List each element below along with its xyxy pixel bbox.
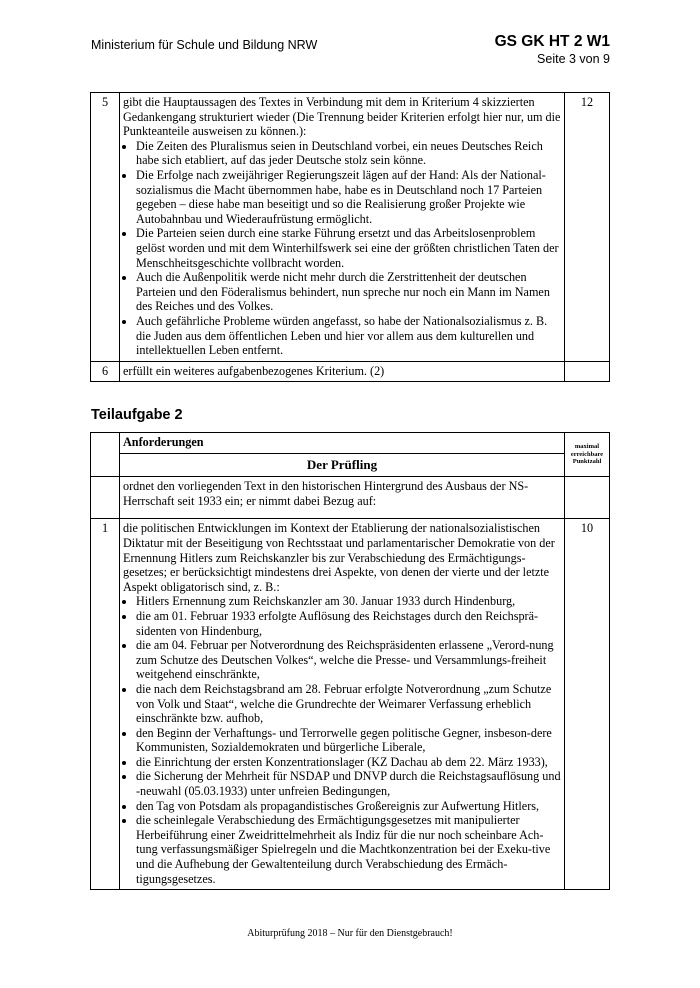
empty-cell	[91, 477, 120, 519]
list-item: • die scheinlegale Verabschiedung des Ermächtigungsgesetzes mit manipulierter Herbeiführung einer Zweidrittelmehrheit als Indiz für die nur noch scheinbare Ach-tung verfassungsmäßiger Spielregeln und die Machtkonzentration bei der Exeku-tive und die Aufhebung der Gewaltenteilung durch Verabschiedung des Ermäch-tigungsgesetzes.	[136, 813, 561, 886]
criterion-number: 6	[91, 361, 120, 382]
list-item: • die nach dem Reichstagsbrand am 28. Februar erfolgte Notverordnung „zum Schutze von Volk und Staat“, welche die Grundrechte der Weimarer Verfassung erheblich einschränkte bzw. aufhob,	[136, 682, 561, 726]
criterion-points	[565, 361, 610, 382]
list-item: • Auch gefährliche Probleme würden angefasst, so habe der Nationalsozialismus z. B. die Juden aus dem öffentlichen Leben und hier vor allem aus dem kulturellen und intellektuellen Leben entfernt.	[136, 314, 561, 358]
page-number: Seite 3 von 9	[537, 52, 610, 66]
max-points-header: maximal erreichbare Punktzahl	[565, 433, 610, 477]
exam-code: GS GK HT 2 W1	[494, 33, 610, 50]
list-item: • Die Parteien seien durch eine starke Führung ersetzt und das Arbeitslosenproblem gelöst worden und mit dem Winterhilfswerk sei eine der größten christlichen Taten der Menschheitsgeschichte vollbracht worden.	[136, 226, 561, 270]
criterion-bullets	[123, 139, 561, 358]
task-intro: ordnet den vorliegenden Text in den historischen Hintergrund des Ausbaus der NS-Herrschaft seit 1933 ein; er nimmt dabei Bezug auf:	[120, 477, 565, 519]
list-item: • Die Zeiten des Pluralismus seien in Deutschland vorbei, ein neues Deutsches Reich habe sich etabliert, auf das jeder Deutsche stolz sein könne.	[136, 139, 561, 168]
list-item: • Auch die Außenpolitik werde nicht mehr durch die Zerstrittenheit der deutschen Parteien und den Föderalismus behindert, nun spreche nur noch ein Mann im Namen des Reiches und des Volkes.	[136, 270, 561, 314]
criterion-points: 10	[565, 519, 610, 890]
criterion-text	[120, 93, 565, 362]
table-row	[91, 361, 610, 382]
requirements-header: Anforderungen	[120, 433, 565, 454]
table-header-row	[91, 433, 610, 454]
criterion-intro: gibt die Hauptaussagen des Textes in Verbindung mit dem in Kriterium 4 skizzierten Gedankengang strukturiert wieder (Die Trennung beider Kriterien erfolgt hier nur, um die Punkteanteile ausweisen zu können.):	[123, 95, 561, 139]
document-header	[495, 33, 610, 67]
page-footer: Abiturprüfung 2018 – Nur für den Dienstgebrauch!	[247, 928, 453, 939]
criteria-table-1	[90, 92, 610, 382]
list-item: • den Beginn der Verhaftungs- und Terrorwelle gegen politische Gegner, insbeson-dere Kommunisten, Sozialdemokraten und bürgerliche Liberale,	[136, 726, 561, 755]
empty-cell	[565, 477, 610, 519]
list-item: • Die Erfolge nach zweijähriger Regierungszeit lägen auf der Hand: Als der National-sozialismus die Macht übernommen habe, habe es in Deutschland noch 17 Parteien gegeben – diese habe man beseitigt und so die Realisierung großer Projekte wie Autobahnbau und Wiederaufrüstung ermöglicht.	[136, 168, 561, 226]
criterion-text	[120, 519, 565, 890]
criterion-number: 1	[91, 519, 120, 890]
list-item: • die am 01. Februar 1933 erfolgte Auflösung des Reichstages durch den Reichsprä-sidenten von Hindenburg,	[136, 609, 561, 638]
list-item: • die Sicherung der Mehrheit für NSDAP und DNVP durch die Reichstagsauflösung und -neuwahl (05.03.1933) unter unfreien Bedingungen,	[136, 769, 561, 798]
table-row	[91, 477, 610, 519]
ministry-name: Ministerium für Schule und Bildung NRW	[91, 38, 318, 52]
table-header-row	[91, 453, 610, 477]
list-item: • die Einrichtung der ersten Konzentrationslager (KZ Dachau ab dem 22. März 1933),	[136, 755, 561, 770]
criterion-bullets	[123, 594, 561, 886]
criterion-intro: die politischen Entwicklungen im Kontext der Etablierung der nationalsozialistischen Diktatur mit der Beseitigung von Rechtsstaat und parlamentarischer Demokratie von der Ernennung Hitlers zum Reichskanzler bis zur Verabschiedung des Ermächtigungs-gesetzes; er berücksichtigt mindestens drei Aspekte, von denen der vierte und der letzte Aspekt obligatorisch sind, z. B.:	[123, 521, 555, 594]
criterion-number: 5	[91, 93, 120, 362]
candidate-header: Der Prüfling	[120, 453, 565, 477]
list-item: • die am 04. Februar per Notverordnung des Reichspräsidenten erlassene „Verord-nung zum Schutze des Deutschen Volkes“, welche die Presse- und Versammlungs-freiheit weitgehend einschränkte,	[136, 638, 561, 682]
section-title: Teilaufgabe 2	[91, 407, 183, 423]
list-item: • Hitlers Ernennung zum Reichskanzler am 30. Januar 1933 durch Hindenburg,	[136, 594, 561, 609]
list-item: • den Tag von Potsdam als propagandistisches Großereignis zur Aufwertung Hitlers,	[136, 799, 561, 814]
empty-cell	[91, 433, 120, 477]
table-row	[91, 93, 610, 362]
criterion-text: erfüllt ein weiteres aufgabenbezogenes Kriterium. (2)	[120, 361, 565, 382]
table-row	[91, 519, 610, 890]
criteria-table-2	[90, 432, 610, 890]
criterion-points: 12	[565, 93, 610, 362]
